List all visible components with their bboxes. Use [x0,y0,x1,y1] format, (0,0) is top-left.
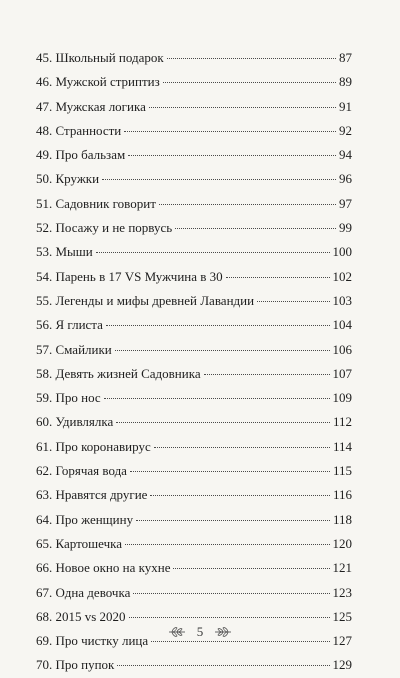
toc-entry-page: 103 [332,292,352,308]
toc-entry [36,167,352,191]
toc-entry-title: 61. Про коронавирус [36,438,151,454]
toc-entry [36,313,352,337]
toc-entry-title: 46. Мужской стриптиз [36,74,160,90]
page-footer [0,622,400,642]
toc-entry-page: 96 [339,171,352,187]
toc-entry-title: 66. Новое окно на кухне [36,560,171,576]
toc-entry-title: 56. Я глиста [36,317,103,333]
toc-entry-page: 106 [332,341,352,357]
toc-entry-title: 45. Школьный подарок [36,50,164,65]
toc-entry [36,95,352,119]
toc-entry-title: 70. Про пупок [36,657,115,673]
toc-entry-page: 112 [332,414,352,430]
dot-leader [154,447,330,448]
dot-leader [167,58,336,59]
toc-entry-title: 47. Мужская логика [36,98,146,114]
toc-entry-title: 65. Картошечка [36,535,122,551]
toc-entry-title: 63. Нравятся другие [36,487,148,503]
toc-entry-page: 129 [332,657,352,673]
dot-leader [106,325,330,326]
dot-leader [129,617,330,618]
toc-entry-page: 97 [339,195,352,211]
toc-entry-page: 94 [339,147,352,163]
toc-entry-title: 53. Мыши [36,244,93,260]
toc-entry-title: 67. Одна девочка [36,584,131,600]
toc-entry-page: 115 [332,463,352,479]
dot-leader [133,593,329,594]
toc-entry-page: 87 [339,50,352,65]
toc-entry-title: 54. Парень в 17 VS Мужчина в 30 [36,268,223,284]
toc-entry-title: 60. Удивлялка [36,414,114,430]
toc-entry [36,216,352,240]
toc-entry-page: 102 [332,268,352,284]
toc-entry-page: 91 [339,98,352,114]
dot-leader [149,107,336,108]
dot-leader [117,665,329,666]
toc-entry [36,508,352,532]
toc-entry [36,289,352,313]
dot-leader [124,131,336,132]
toc-entry [36,338,352,362]
toc-entry [36,240,352,264]
toc-entry [36,556,352,580]
toc-entry-title: 58. Девять жизней Садовника [36,365,201,381]
dot-leader [173,568,329,569]
toc-entry-page: 100 [332,244,352,260]
toc-entry-page: 107 [332,365,352,381]
toc-entry-title: 48. Странности [36,122,122,138]
dot-leader [130,471,330,472]
dot-leader [104,398,330,399]
toc-entry-page: 116 [332,487,352,503]
dot-leader [159,204,336,205]
dot-leader [150,495,330,496]
toc-entry [36,70,352,94]
toc-entry-page: 92 [339,122,352,138]
toc-entry-title: 49. Про бальзам [36,147,126,163]
dot-leader [257,301,329,302]
dot-leader [128,155,336,156]
toc-entry-page: 104 [332,317,352,333]
toc-entry [36,483,352,507]
toc-entry-page: 89 [339,74,352,90]
page-number: 5 [196,624,204,639]
toc-entry-page: 120 [332,535,352,551]
toc-entry-page: 121 [332,560,352,576]
toc-entry [36,410,352,434]
toc-entry-page: 125 [332,608,352,624]
toc-entry-page: 114 [332,438,352,454]
dot-leader [163,82,336,83]
leaf-sprig-icon-right [213,625,233,639]
toc-entry-title: 50. Кружки [36,171,100,187]
toc-entry [36,459,352,483]
toc-entry-title: 51. Садовник говорит [36,195,156,211]
toc-entry-page: 109 [332,390,352,406]
toc-entry-title: 59. Про нос [36,390,101,406]
toc-entry [36,532,352,556]
toc-entry-page: 123 [332,584,352,600]
toc-entry [36,192,352,216]
toc-entry [36,653,352,677]
dot-leader [136,520,330,521]
dot-leader [116,422,330,423]
toc-entry-title: 52. Посажу и не порвусь [36,220,173,236]
toc-entry [36,143,352,167]
toc-entry [36,435,352,459]
toc-entry [36,119,352,143]
toc-entry-title: 69. Про чистку лица [36,633,149,649]
toc-entry-title: 62. Горячая вода [36,463,127,479]
toc-entry [36,265,352,289]
dot-leader [204,374,330,375]
dot-leader [96,252,330,253]
toc-entry-page: 99 [339,220,352,236]
toc-entry [36,46,352,70]
dot-leader [102,179,336,180]
toc-entry [36,581,352,605]
dot-leader [226,277,330,278]
toc-entry-title: 68. 2015 vs 2020 [36,608,126,624]
dot-leader [115,350,330,351]
leaf-sprig-icon-left [167,625,187,639]
toc-entry-title: 57. Смайлики [36,341,112,357]
toc-entry [36,386,352,410]
toc-entry-title: 64. Про женщину [36,511,134,527]
toc-entry [36,362,352,386]
toc-entry-page: 127 [332,633,352,649]
dot-leader [125,544,330,545]
toc-entry-page: 118 [332,511,352,527]
table-of-contents [36,46,352,678]
toc-entry-title: 55. Легенды и мифы древней Лавандии [36,292,255,308]
dot-leader [175,228,336,229]
